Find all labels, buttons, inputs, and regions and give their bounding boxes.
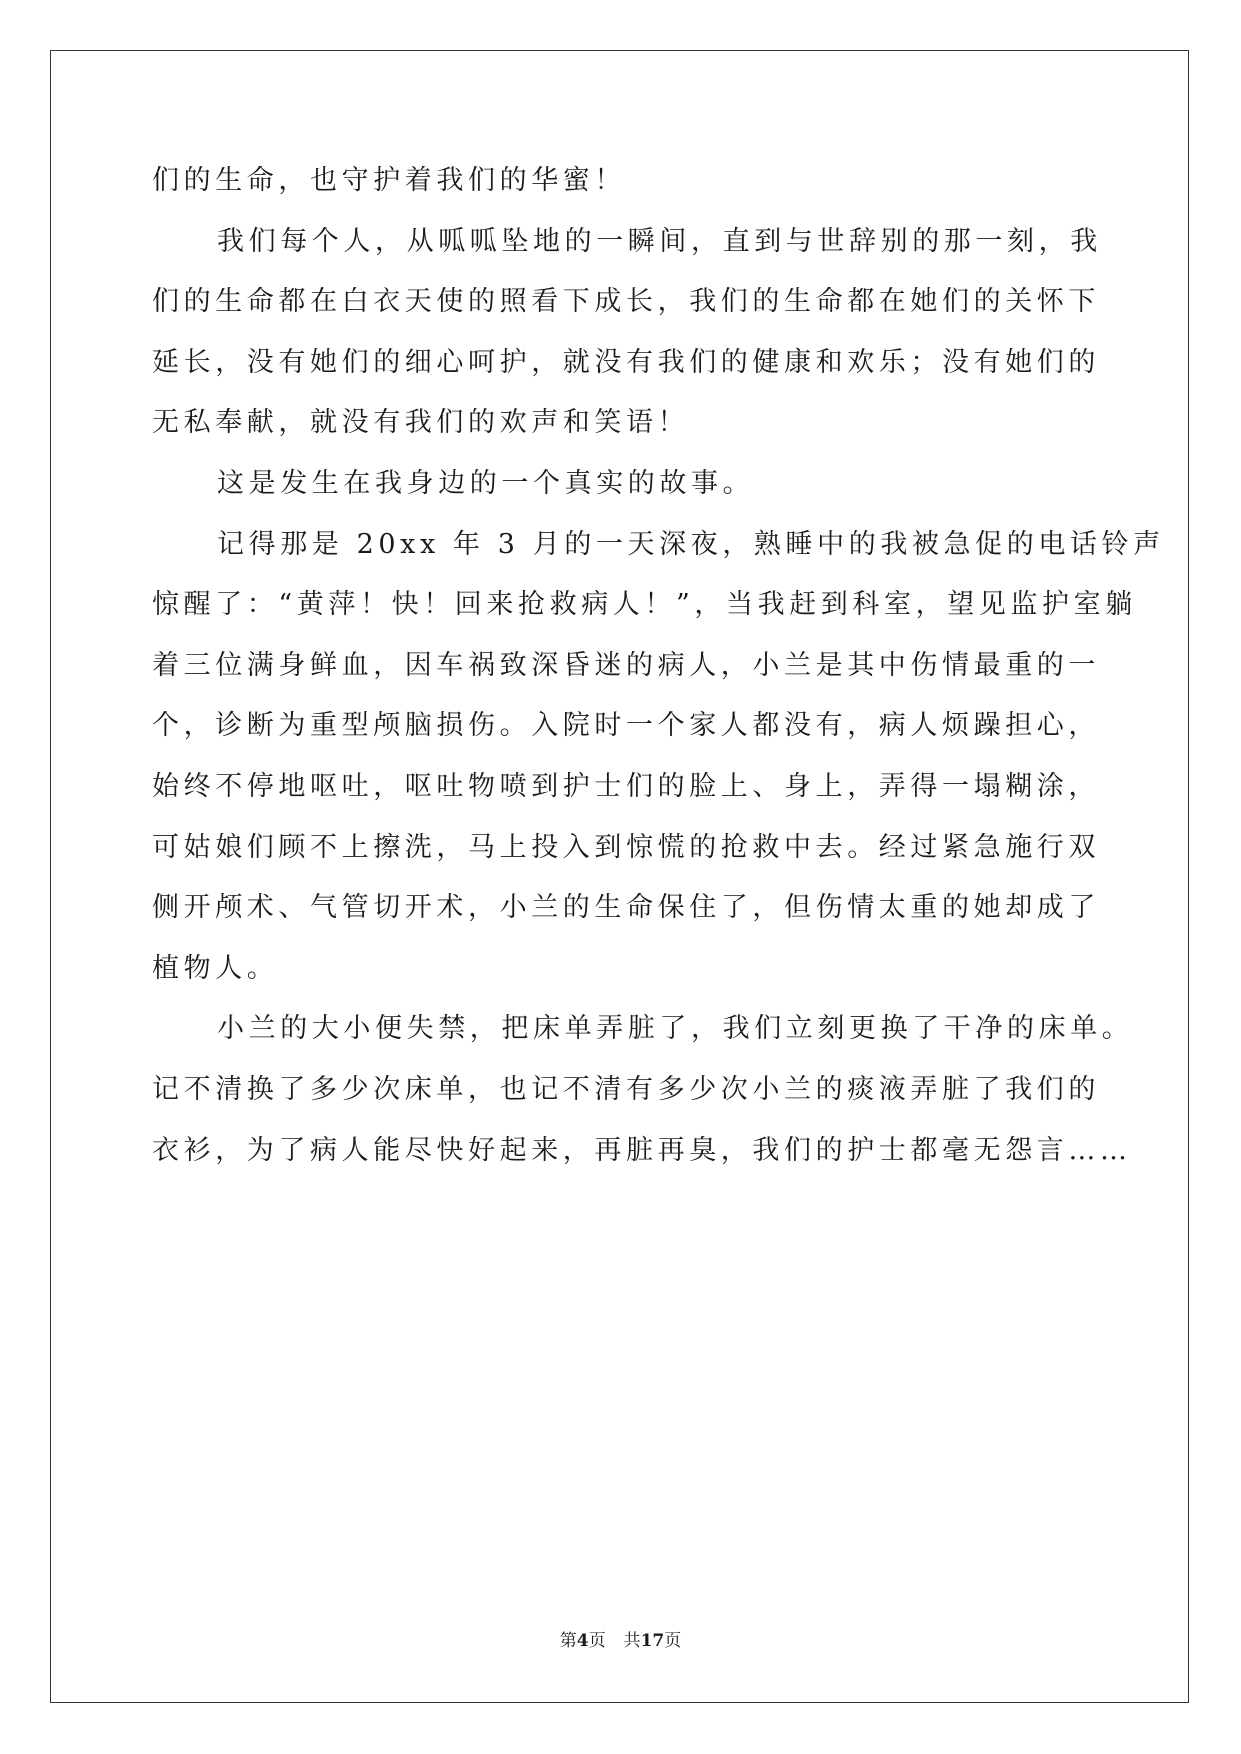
text-line: 植物人。 — [152, 952, 279, 984]
text-line: 可姑娘们顾不上擦洗，马上投入到惊慌的抢救中去。经过紧急施行双 — [152, 831, 1100, 863]
page-label-prefix: 第 — [559, 1631, 577, 1651]
text-line: 这是发生在我身边的一个真实的故事。 — [217, 467, 755, 499]
document-body — [152, 165, 1165, 1196]
text-line: 们的生命都在白衣天使的照看下成长，我们的生命都在她们的关怀下 — [152, 286, 1100, 318]
text-line: 们的生命，也守护着我们的华蜜！ — [152, 165, 626, 196]
text-line: 记得那是 20xx 年 3 月的一天深夜，熟睡中的我被急促的电话铃声 — [217, 528, 1165, 560]
text-line: 小兰的大小便失禁，把床单弄脏了，我们立刻更换了干净的床单。 — [217, 1013, 1134, 1045]
text-line: 延长，没有她们的细心呵护，就没有我们的健康和欢乐；没有她们的 — [152, 346, 1100, 378]
text-line: 记不清换了多少次床单，也记不清有多少次小兰的痰液弄脏了我们的 — [152, 1073, 1100, 1105]
text-line: 无私奉献，就没有我们的欢声和笑语！ — [152, 407, 690, 439]
page-number: 4 — [576, 1631, 589, 1651]
text-line: 侧开颅术、气管切开术，小兰的生命保住了，但伤情太重的她却成了 — [152, 892, 1100, 924]
total-label-prefix: 共 — [623, 1631, 641, 1651]
text-line: 惊醒了：“黄萍！快！回来抢救病人！”，当我赶到科室，望见监护室躺 — [152, 589, 1137, 621]
text-line: 我们每个人，从呱呱坠地的一瞬间，直到与世辞别的那一刻，我 — [217, 225, 1102, 257]
total-pages: 17 — [640, 1631, 665, 1651]
page-footer — [0, 1631, 1241, 1651]
text-line: 衣衫，为了病人能尽快好起来，再脏再臭，我们的护士都毫无怨言…… — [152, 1134, 1132, 1166]
text-line: 个，诊断为重型颅脑损伤。入院时一个家人都没有，病人烦躁担心， — [152, 710, 1100, 742]
page-label-suffix: 页 — [588, 1631, 606, 1651]
total-label-suffix: 页 — [664, 1631, 682, 1651]
text-line: 始终不停地呕吐，呕吐物喷到护士们的脸上、身上，弄得一塌糊涂， — [152, 770, 1100, 802]
text-line: 着三位满身鲜血，因车祸致深昏迷的病人，小兰是其中伤情最重的一 — [152, 649, 1100, 681]
